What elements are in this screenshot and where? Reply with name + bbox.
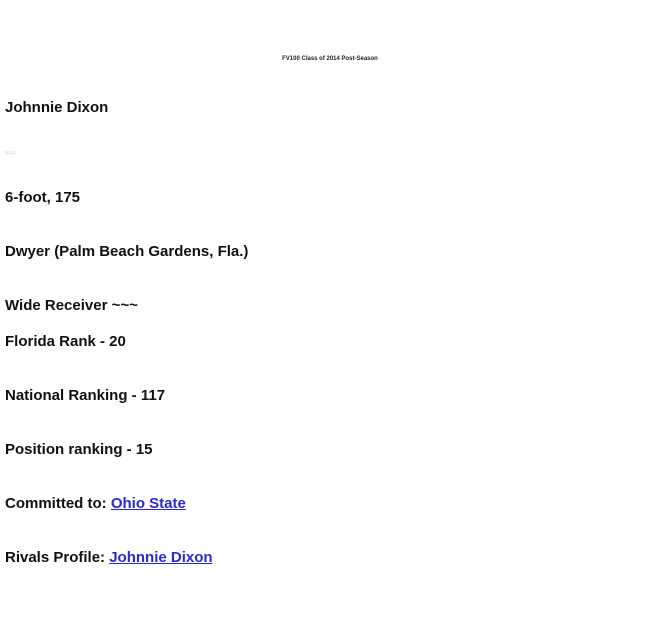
page-header: FV100 Class of 2014 Post-Season xyxy=(282,56,378,62)
position-ranking: Position ranking - 15 xyxy=(5,441,153,458)
school: Dwyer (Palm Beach Gardens, Fla.) xyxy=(5,243,249,260)
small-image-placeholder: □□□□ xyxy=(5,150,15,155)
florida-rank: Florida Rank - 20 xyxy=(5,333,126,350)
rivals-label: Rivals Profile: xyxy=(5,549,110,566)
height-weight: 6-foot, 175 xyxy=(5,189,81,206)
player-name: Johnnie Dixon xyxy=(5,99,109,116)
committed-label: Committed to: xyxy=(5,495,111,512)
rivals-profile-link[interactable]: Johnnie Dixon xyxy=(109,549,213,566)
national-ranking: National Ranking - 117 xyxy=(5,387,166,404)
ohio-state-link[interactable]: Ohio State xyxy=(110,495,186,512)
position: Wide Receiver ~~~ xyxy=(5,297,138,314)
committed-line xyxy=(5,494,186,514)
rivals-line xyxy=(5,548,213,568)
